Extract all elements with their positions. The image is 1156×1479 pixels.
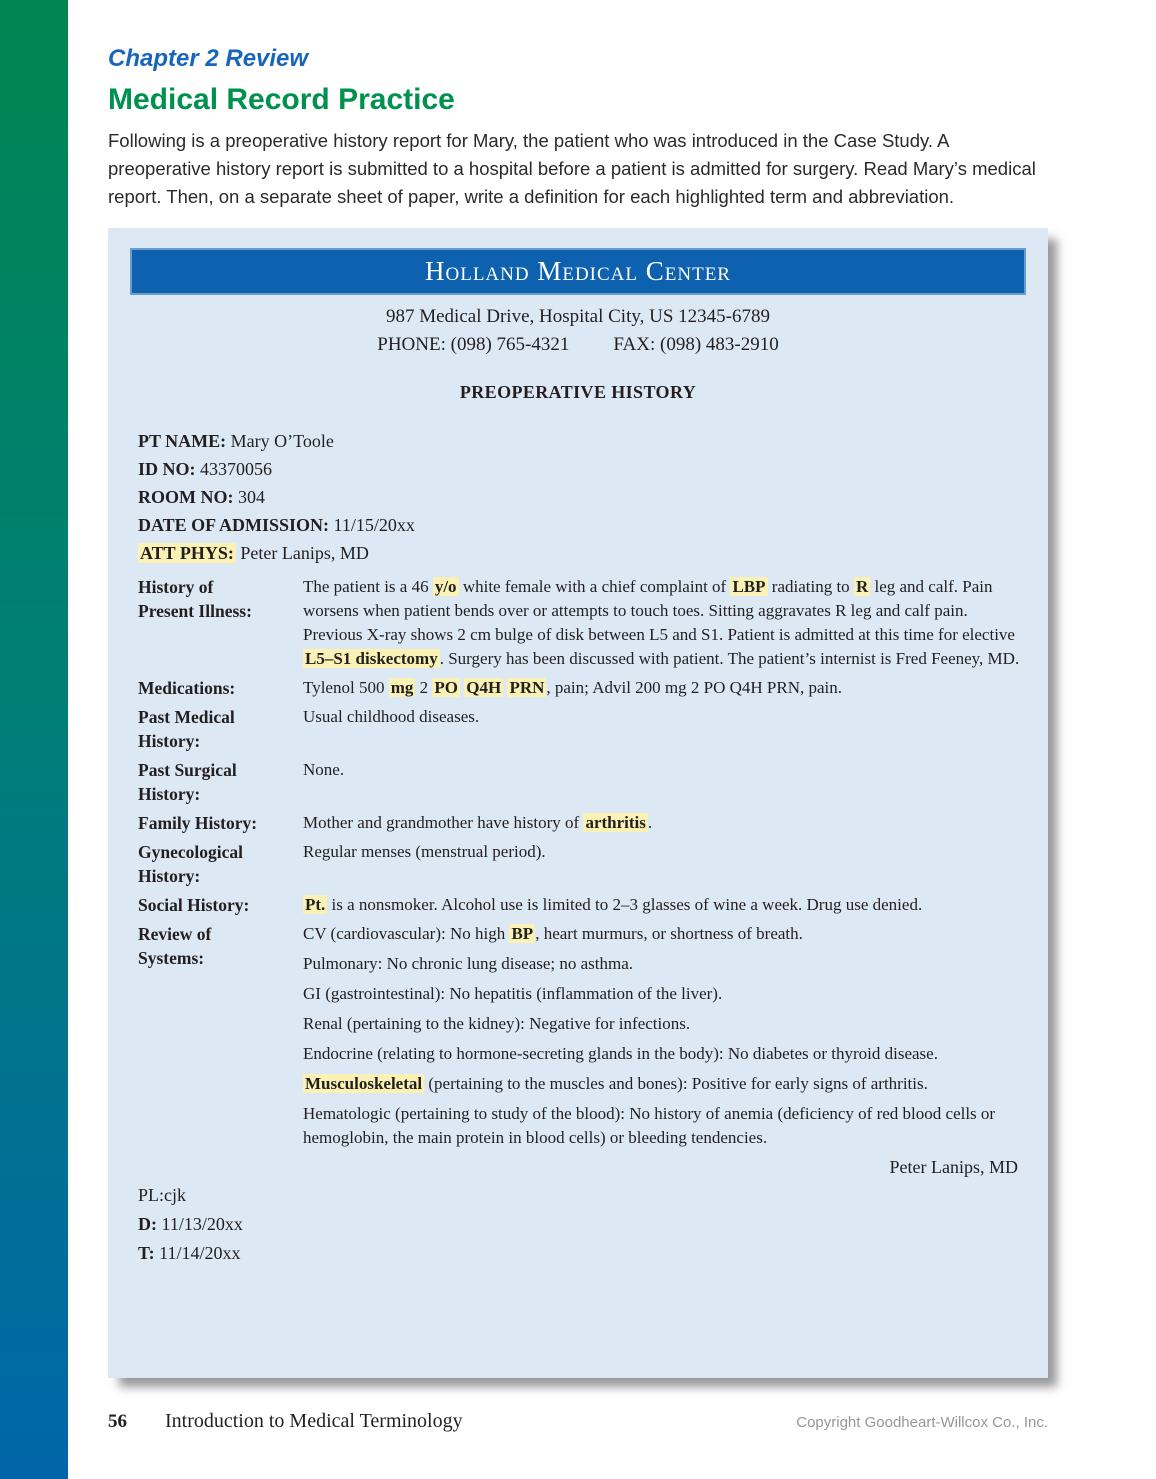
patient-field-label: ROOM NO: bbox=[138, 487, 234, 507]
patient-field-value: 304 bbox=[233, 487, 265, 507]
text-segment: . Surgery has been discussed with patient. The patient’s internist is Fred Feeney, MD. bbox=[439, 649, 1020, 668]
section-paragraph bbox=[303, 952, 1026, 976]
closing-line bbox=[138, 1181, 1026, 1210]
highlighted-term: PRN bbox=[509, 678, 545, 697]
document-title: PREOPERATIVE HISTORY bbox=[459, 382, 697, 402]
section-paragraph bbox=[303, 676, 1026, 700]
section-content bbox=[303, 922, 1026, 1150]
section-label bbox=[138, 922, 303, 1150]
highlighted-term: BP bbox=[511, 924, 534, 943]
patient-field bbox=[138, 483, 1026, 511]
highlighted-term: L5–S1 diskectomy bbox=[305, 649, 438, 668]
patient-field-value: Peter Lanips, MD bbox=[235, 543, 369, 563]
text-segment: None. bbox=[303, 760, 345, 779]
book-title: Introduction to Medical Terminology bbox=[165, 1410, 463, 1432]
facility-fax: FAX: (098) 483-2910 bbox=[613, 334, 779, 355]
section-content bbox=[303, 705, 1026, 753]
text-segment: Hematologic (pertaining to study of the blood): No history of anemia (deficiency of red blood cells or hemoglobin, the main protein in blood cells) or bleeding tendencies. bbox=[303, 1104, 996, 1147]
section-paragraph bbox=[303, 1102, 1026, 1150]
text-segment: 11/14/20xx bbox=[154, 1243, 241, 1263]
patient-field-label: ID NO: bbox=[138, 459, 196, 479]
closing-line bbox=[138, 1239, 1026, 1268]
text-segment: Endocrine (relating to hormone-secreting glands in the body): No diabetes or thyroid disease. bbox=[303, 1044, 938, 1063]
section-label-line: History: bbox=[138, 784, 201, 804]
intro-paragraph: Following is a preoperative history report for Mary, the patient who was introduced in the Case Study. A preoperative history report is submitted to a hospital before a patient is admitted for surgery. Read Mary’s medical report. Then, on a separate sheet of paper, write a definition for each highlighted term and abbreviation. bbox=[108, 130, 1036, 207]
section-label bbox=[138, 758, 303, 806]
copyright-notice: Copyright Goodheart-Willcox Co., Inc. bbox=[796, 1414, 1048, 1431]
text-segment: . bbox=[647, 813, 653, 832]
text-segment: leg and calf. Pain worsens when patient bends over or attempts to touch toes. Sitting aggravates R leg and calf pain. Previous X-ray shows 2 cm bulge of disk between L5 and S1. Patient is admitted at this time for elective bbox=[303, 577, 1015, 644]
page-number: 56 bbox=[108, 1411, 127, 1432]
highlighted-term: arthritis bbox=[585, 813, 646, 832]
section-label-line: Systems: bbox=[138, 948, 205, 968]
physician-signature: Peter Lanips, MD bbox=[889, 1157, 1018, 1177]
text-segment: The patient is a 46 bbox=[303, 577, 433, 596]
footer-left bbox=[108, 1410, 463, 1433]
patient-field-value: Mary O’Toole bbox=[226, 431, 334, 451]
patient-info-block bbox=[138, 427, 1026, 567]
record-section-row bbox=[138, 840, 1026, 888]
section-paragraph bbox=[303, 811, 1026, 835]
highlighted-term: Q4H bbox=[466, 678, 502, 697]
section-content bbox=[303, 840, 1026, 888]
section-label-line: Present Illness: bbox=[138, 601, 252, 621]
text-segment: radiating to bbox=[767, 577, 854, 596]
text-segment: , heart murmurs, or shortness of breath. bbox=[535, 924, 803, 943]
patient-field-label: ATT PHYS: bbox=[140, 543, 234, 563]
closing-line bbox=[138, 1210, 1026, 1239]
text-segment: Pulmonary: No chronic lung disease; no asthma. bbox=[303, 954, 634, 973]
section-content bbox=[303, 676, 1026, 700]
patient-field bbox=[138, 539, 1026, 567]
section-paragraph bbox=[303, 1012, 1026, 1036]
section-label-line: Gynecological bbox=[138, 842, 243, 862]
section-paragraph bbox=[303, 982, 1026, 1006]
section-label-line: Social History: bbox=[138, 895, 250, 915]
facility-name: Holland Medical Center bbox=[425, 256, 731, 286]
text-segment: Usual childhood diseases. bbox=[303, 707, 480, 726]
section-label bbox=[138, 893, 303, 917]
text-segment: Renal (pertaining to the kidney): Negative for infections. bbox=[303, 1014, 691, 1033]
text-segment: 11/13/20xx bbox=[157, 1214, 243, 1234]
section-paragraph bbox=[303, 575, 1026, 671]
patient-field-value: 11/15/20xx bbox=[329, 515, 415, 535]
text-segment: , pain; Advil 200 mg 2 PO Q4H PRN, pain. bbox=[546, 678, 843, 697]
section-paragraph bbox=[303, 1072, 1026, 1096]
text-segment: is a nonsmoker. Alcohol use is limited to 2–3 glasses of wine a week. Drug use denied. bbox=[327, 895, 923, 914]
highlighted-term: LBP bbox=[732, 577, 766, 596]
patient-field-label: DATE OF ADMISSION: bbox=[138, 515, 330, 535]
text-segment: PL:cjk bbox=[138, 1185, 186, 1205]
section-label-line: History of bbox=[138, 577, 214, 597]
chapter-review-label: Chapter 2 Review bbox=[108, 45, 309, 72]
section-label bbox=[138, 811, 303, 835]
section-label bbox=[138, 575, 303, 671]
facility-address: 987 Medical Drive, Hospital City, US 12345-6789 bbox=[385, 306, 770, 327]
patient-field bbox=[138, 427, 1026, 455]
patient-field bbox=[138, 455, 1026, 483]
section-content bbox=[303, 811, 1026, 835]
text-segment: Tylenol 500 bbox=[303, 678, 389, 697]
section-paragraph bbox=[303, 1042, 1026, 1066]
text-segment: 2 bbox=[415, 678, 433, 697]
record-section-row bbox=[138, 893, 1026, 917]
text-segment: GI (gastrointestinal): No hepatitis (inflammation of the liver). bbox=[303, 984, 723, 1003]
record-section-row bbox=[138, 575, 1026, 671]
section-label-line: History: bbox=[138, 866, 201, 886]
highlighted-term: Pt. bbox=[305, 895, 326, 914]
section-label bbox=[138, 676, 303, 700]
text-segment: T: bbox=[138, 1243, 155, 1263]
record-section-row bbox=[138, 676, 1026, 700]
patient-field-value: 43370056 bbox=[195, 459, 272, 479]
medical-record-box bbox=[108, 228, 1048, 1378]
patient-field-label: PT NAME: bbox=[138, 431, 227, 451]
text-segment: (pertaining to the muscles and bones): Positive for early signs of arthritis. bbox=[424, 1074, 928, 1093]
section-paragraph bbox=[303, 705, 1026, 729]
highlighted-term: PO bbox=[434, 678, 458, 697]
text-segment: D: bbox=[138, 1214, 157, 1234]
page-footer bbox=[108, 1410, 1048, 1433]
record-section-row bbox=[138, 758, 1026, 806]
highlighted-term: mg bbox=[390, 678, 414, 697]
section-label bbox=[138, 840, 303, 888]
section-label-line: Past Medical bbox=[138, 707, 235, 727]
section-paragraph bbox=[303, 893, 1026, 917]
record-section-row bbox=[138, 922, 1026, 1150]
facility-phone: PHONE: (098) 765-4321 bbox=[377, 334, 570, 355]
section-label-line: History: bbox=[138, 731, 201, 751]
section-paragraph bbox=[303, 922, 1026, 946]
section-content bbox=[303, 575, 1026, 671]
section-label bbox=[138, 705, 303, 753]
page-title: Medical Record Practice bbox=[108, 83, 455, 116]
text-segment: CV (cardiovascular): No high bbox=[303, 924, 510, 943]
section-label-line: Review of bbox=[138, 924, 212, 944]
section-content bbox=[303, 893, 1026, 917]
record-section-row bbox=[138, 811, 1026, 835]
record-closing-block bbox=[138, 1181, 1026, 1268]
section-label-line: Family History: bbox=[138, 813, 258, 833]
record-section-row bbox=[138, 705, 1026, 753]
patient-field bbox=[138, 511, 1026, 539]
text-segment: white female with a chief complaint of bbox=[458, 577, 731, 596]
section-label-line: Past Surgical bbox=[138, 760, 237, 780]
section-paragraph bbox=[303, 758, 1026, 782]
text-segment: Mother and grandmother have history of bbox=[303, 813, 584, 832]
section-paragraph bbox=[303, 840, 1026, 864]
highlighted-term: y/o bbox=[434, 577, 457, 596]
sidebar-gradient-bar bbox=[0, 0, 68, 1479]
section-label-line: Medications: bbox=[138, 678, 236, 698]
record-sections bbox=[138, 575, 1026, 1150]
section-content bbox=[303, 758, 1026, 806]
facility-header-bar bbox=[130, 248, 1026, 295]
text-segment: Regular menses (menstrual period). bbox=[303, 842, 546, 861]
facility-contact-line bbox=[130, 330, 1026, 360]
highlighted-term: Musculoskeletal bbox=[305, 1074, 423, 1093]
highlighted-term: R bbox=[855, 577, 869, 596]
